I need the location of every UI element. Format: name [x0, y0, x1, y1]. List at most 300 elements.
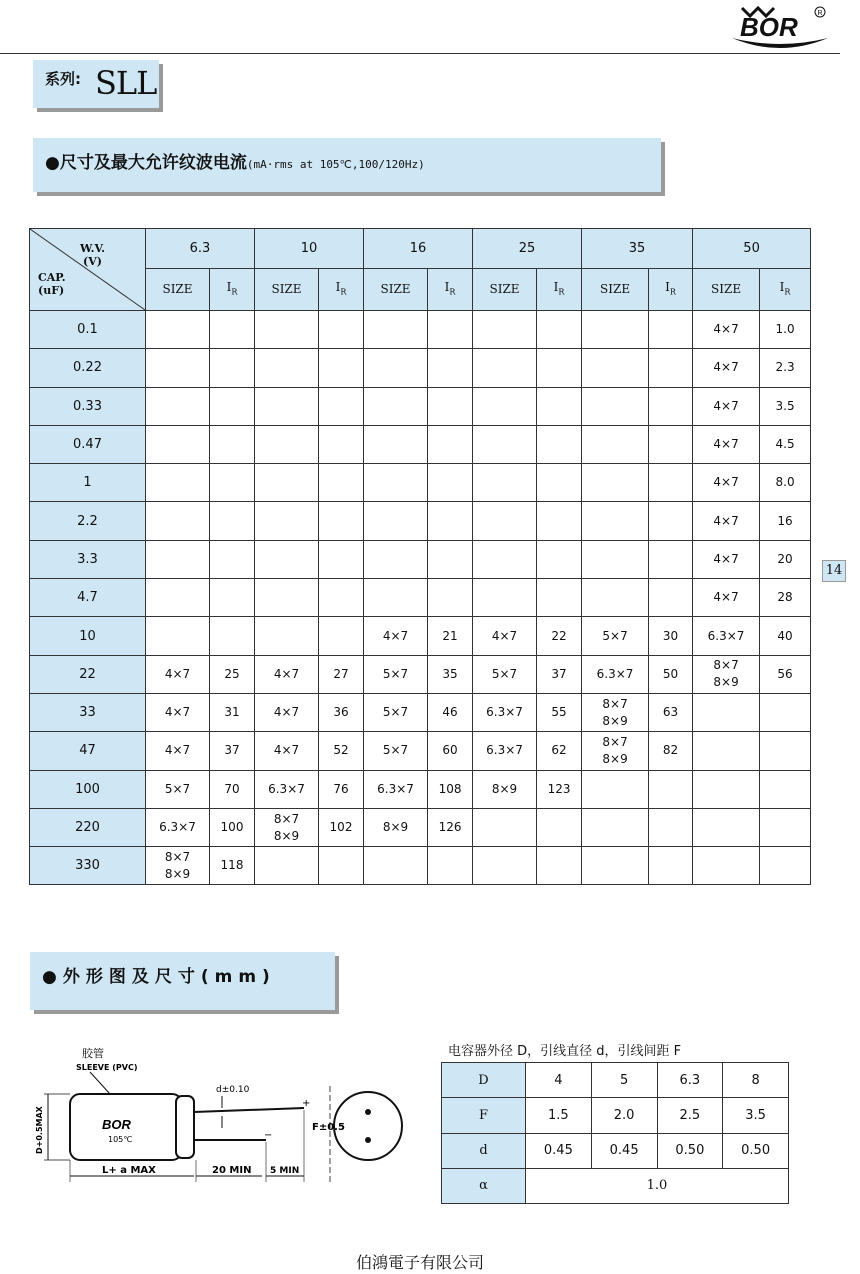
ripple-current-cell: 100 — [210, 808, 255, 846]
size-cell: 4×7 — [146, 655, 210, 693]
ripple-current-cell — [649, 847, 693, 885]
ripple-current-cell — [649, 425, 693, 463]
page-number: 14 — [822, 560, 846, 582]
size-cell — [582, 847, 649, 885]
table-row — [30, 693, 811, 731]
ripple-current-cell: 60 — [428, 732, 473, 770]
size-cell — [146, 464, 210, 502]
size-cell — [473, 808, 537, 846]
capacitance-cell: 0.33 — [30, 387, 146, 425]
size-cell — [582, 464, 649, 502]
ripple-current-table — [29, 228, 811, 885]
size-cell: 6.3×7 — [364, 770, 428, 808]
capacitance-cell: 2.2 — [30, 502, 146, 540]
voltage-header: 50 — [693, 229, 811, 269]
capacitance-cell: 1 — [30, 464, 146, 502]
voltage-header: 6.3 — [146, 229, 255, 269]
voltage-header: 25 — [473, 229, 582, 269]
ripple-current-cell: 63 — [649, 693, 693, 731]
size-cell: 6.3×7 — [693, 617, 760, 655]
size-cell: 5×7 — [473, 655, 537, 693]
size-cell — [473, 502, 537, 540]
size-cell — [582, 732, 649, 770]
ripple-current-cell — [537, 349, 582, 387]
ripple-current-cell — [537, 579, 582, 617]
ripple-current-cell — [649, 387, 693, 425]
dimension-value: 0.50 — [723, 1133, 789, 1168]
ripple-current-cell — [319, 579, 364, 617]
ripple-current-cell: 28 — [760, 579, 811, 617]
capacitance-cell: 47 — [30, 732, 146, 770]
ripple-current-cell — [428, 311, 473, 349]
size-cell — [255, 464, 319, 502]
ripple-current-cell — [649, 502, 693, 540]
ripple-current-cell: 102 — [319, 808, 364, 846]
size-cell: 6.3×7 — [582, 655, 649, 693]
ir-subscript: R — [669, 287, 676, 297]
size-cell — [255, 847, 319, 885]
ripple-current-cell — [210, 502, 255, 540]
size-cell — [255, 425, 319, 463]
capacitor-outline-drawing — [30, 1042, 425, 1187]
size-cell — [582, 387, 649, 425]
series-name: SLL — [95, 64, 157, 102]
size-cell — [255, 349, 319, 387]
ripple-current-cell — [649, 540, 693, 578]
section-title: ●尺寸及最大允许纹波电流(mA·rms at 105℃,100/120Hz) — [45, 153, 425, 173]
size-cell — [364, 464, 428, 502]
ripple-current-cell — [210, 579, 255, 617]
dimension-label: d — [442, 1133, 526, 1168]
size-cell — [473, 540, 537, 578]
ripple-current-cell: 20 — [760, 540, 811, 578]
ripple-current-cell: 30 — [649, 617, 693, 655]
wv-label: W.V. (V) — [80, 242, 105, 268]
ripple-current-cell — [537, 540, 582, 578]
size-cell — [582, 425, 649, 463]
ripple-current-cell — [319, 311, 364, 349]
ripple-current-cell: 46 — [428, 693, 473, 731]
series-prefix: 系列: — [45, 70, 81, 88]
capacitance-cell: 22 — [30, 655, 146, 693]
voltage-header: 10 — [255, 229, 364, 269]
capacitance-cell: 220 — [30, 808, 146, 846]
ripple-current-cell: 126 — [428, 808, 473, 846]
ripple-column-header — [537, 269, 582, 311]
ripple-current-cell — [210, 311, 255, 349]
size-cell — [364, 349, 428, 387]
size-column-header: SIZE — [582, 269, 649, 311]
ripple-column-header — [760, 269, 811, 311]
ir-subscript: R — [558, 287, 565, 297]
company-name-footer: 伯鴻電子有限公司 — [355, 1253, 484, 1272]
table-row — [30, 770, 811, 808]
size-cell: 4×7 — [693, 464, 760, 502]
size-cell: 4×7 — [693, 349, 760, 387]
ripple-current-cell: 1.0 — [760, 311, 811, 349]
ripple-current-cell — [428, 349, 473, 387]
size-cell — [693, 655, 760, 693]
dimension-value: 1.5 — [526, 1098, 592, 1133]
size-cell — [255, 387, 319, 425]
cap-label: CAP. (uF) — [38, 271, 66, 297]
diameter-label: D+0.5MAX — [35, 1106, 44, 1154]
dimension-value: 4 — [526, 1063, 592, 1098]
ripple-current-cell: 3.5 — [760, 387, 811, 425]
ripple-current-cell — [760, 693, 811, 731]
dimension-label: F — [442, 1098, 526, 1133]
ripple-current-cell — [319, 617, 364, 655]
ripple-current-cell — [210, 425, 255, 463]
size-cell: 4×7 — [693, 502, 760, 540]
capacitance-cell: 0.47 — [30, 425, 146, 463]
ripple-current-cell — [319, 425, 364, 463]
ripple-current-cell — [537, 464, 582, 502]
size-cell — [146, 540, 210, 578]
alpha-label: α — [442, 1168, 526, 1203]
ripple-current-cell — [319, 540, 364, 578]
capacitance-cell: 0.22 — [30, 349, 146, 387]
size-cell: 5×7 — [364, 732, 428, 770]
size-column-header: SIZE — [146, 269, 210, 311]
ripple-current-cell — [319, 349, 364, 387]
ripple-current-cell: 118 — [210, 847, 255, 885]
gap-label: 5 MIN — [270, 1166, 300, 1176]
ripple-current-cell — [537, 847, 582, 885]
size-cell — [693, 847, 760, 885]
ripple-current-cell: 55 — [537, 693, 582, 731]
size-cell: 4×7 — [146, 732, 210, 770]
dimension-value: 0.45 — [526, 1133, 592, 1168]
dimension-row — [442, 1098, 789, 1133]
ripple-current-cell — [210, 387, 255, 425]
dimension-table — [441, 1062, 789, 1204]
section-ripple-current-header — [33, 138, 661, 192]
size-cell — [693, 808, 760, 846]
ripple-current-cell — [319, 502, 364, 540]
dimension-caption: 电容器外径 D，引线直径 d，引线间距 F — [448, 1044, 682, 1059]
size-cell: 4×7 — [255, 732, 319, 770]
brand-logo — [728, 2, 832, 50]
ripple-current-cell: 25 — [210, 655, 255, 693]
size-cell — [473, 847, 537, 885]
size-cell — [473, 349, 537, 387]
table-row — [30, 540, 811, 578]
size-cell — [473, 425, 537, 463]
size-option: 8×9 — [273, 828, 300, 843]
dimension-value: 8 — [723, 1063, 789, 1098]
ir-label: I — [779, 279, 785, 294]
size-cell — [255, 579, 319, 617]
size-cell — [146, 311, 210, 349]
size-option: 8×7 — [164, 849, 191, 864]
ripple-current-cell — [537, 311, 582, 349]
size-cell — [582, 579, 649, 617]
ripple-current-cell — [649, 464, 693, 502]
size-cell — [146, 579, 210, 617]
ripple-current-cell — [760, 770, 811, 808]
size-cell — [146, 387, 210, 425]
alpha-value: 1.0 — [526, 1168, 789, 1203]
ir-label: I — [444, 279, 450, 294]
ir-label: I — [226, 279, 232, 294]
size-column-header: SIZE — [255, 269, 319, 311]
header-rule — [0, 53, 840, 54]
size-cell: 4×7 — [473, 617, 537, 655]
size-option: 8×9 — [602, 751, 628, 766]
ir-subscript: R — [784, 287, 791, 297]
body-temp: 105℃ — [108, 1135, 133, 1144]
dimension-row — [442, 1133, 789, 1168]
table-row — [30, 311, 811, 349]
ripple-column-header — [319, 269, 364, 311]
size-cell — [364, 579, 428, 617]
capacitance-cell: 0.1 — [30, 311, 146, 349]
ripple-current-cell: 40 — [760, 617, 811, 655]
size-cell: 4×7 — [693, 387, 760, 425]
ripple-current-cell: 76 — [319, 770, 364, 808]
table-row — [30, 579, 811, 617]
section-title: ●外形图及尺寸(mm) — [42, 967, 276, 987]
size-cell: 5×7 — [364, 655, 428, 693]
size-cell: 4×7 — [693, 579, 760, 617]
ripple-current-cell — [428, 464, 473, 502]
lead-length-label: 20 MIN — [212, 1165, 252, 1176]
dimension-value: 6.3 — [657, 1063, 723, 1098]
size-cell — [146, 425, 210, 463]
ripple-current-cell: 8.0 — [760, 464, 811, 502]
ripple-current-cell — [210, 540, 255, 578]
ripple-current-cell — [428, 579, 473, 617]
ripple-current-cell: 22 — [537, 617, 582, 655]
ripple-current-cell: 62 — [537, 732, 582, 770]
ripple-current-cell: 70 — [210, 770, 255, 808]
ripple-current-cell: 108 — [428, 770, 473, 808]
voltage-header: 16 — [364, 229, 473, 269]
ripple-current-cell — [319, 387, 364, 425]
ripple-current-cell — [319, 464, 364, 502]
ripple-current-cell: 82 — [649, 732, 693, 770]
size-cell — [146, 617, 210, 655]
size-cell — [146, 847, 210, 885]
ripple-current-cell: 37 — [537, 655, 582, 693]
ripple-current-cell — [760, 732, 811, 770]
size-cell — [255, 311, 319, 349]
logo-text: BOR — [740, 12, 798, 42]
size-cell — [473, 387, 537, 425]
size-cell — [364, 502, 428, 540]
ripple-current-cell — [210, 349, 255, 387]
size-option: 8×7 — [602, 696, 628, 711]
ir-subscript: R — [449, 287, 456, 297]
table-row — [30, 808, 811, 846]
dimension-value: 0.50 — [657, 1133, 723, 1168]
size-cell: 6.3×7 — [473, 693, 537, 731]
size-cell: 6.3×7 — [255, 770, 319, 808]
capacitance-cell: 3.3 — [30, 540, 146, 578]
ripple-current-cell — [649, 311, 693, 349]
voltage-header: 35 — [582, 229, 693, 269]
size-cell — [364, 540, 428, 578]
table-row — [30, 732, 811, 770]
ripple-current-cell — [649, 808, 693, 846]
size-cell — [693, 770, 760, 808]
size-cell: 6.3×7 — [473, 732, 537, 770]
size-cell: 4×7 — [255, 693, 319, 731]
ripple-current-cell — [428, 387, 473, 425]
dimension-row — [442, 1168, 789, 1203]
size-cell: 4×7 — [693, 425, 760, 463]
dimension-value: 0.45 — [591, 1133, 657, 1168]
size-cell — [146, 349, 210, 387]
size-cell — [364, 387, 428, 425]
size-cell — [582, 502, 649, 540]
ripple-current-cell: 37 — [210, 732, 255, 770]
ripple-current-cell — [649, 579, 693, 617]
length-label: L+ a MAX — [102, 1165, 156, 1176]
table-row — [30, 349, 811, 387]
size-cell — [255, 502, 319, 540]
size-option: 8×7 — [273, 811, 300, 826]
size-cell: 4×7 — [255, 655, 319, 693]
dimension-value: 2.5 — [657, 1098, 723, 1133]
ripple-current-cell: 2.3 — [760, 349, 811, 387]
size-option: 8×7 — [713, 658, 739, 673]
section-dimensions-header — [30, 952, 335, 1010]
sleeve-en-label: SLEEVE (PVC) — [76, 1063, 138, 1072]
capacitance-cell: 100 — [30, 770, 146, 808]
size-cell — [582, 540, 649, 578]
size-cell: 8×9 — [473, 770, 537, 808]
ripple-current-cell — [649, 349, 693, 387]
ripple-current-cell: 21 — [428, 617, 473, 655]
ripple-current-cell — [428, 502, 473, 540]
ripple-current-cell: 50 — [649, 655, 693, 693]
capacitance-cell: 4.7 — [30, 579, 146, 617]
ripple-current-cell — [760, 808, 811, 846]
size-option: 8×7 — [602, 734, 628, 749]
ripple-current-cell — [649, 770, 693, 808]
ripple-current-cell — [428, 540, 473, 578]
dimension-value: 2.0 — [591, 1098, 657, 1133]
ripple-current-cell: 16 — [760, 502, 811, 540]
ripple-current-cell — [210, 617, 255, 655]
size-cell — [364, 425, 428, 463]
size-option: 8×9 — [164, 866, 191, 881]
size-cell — [255, 617, 319, 655]
size-cell — [582, 349, 649, 387]
table-row — [30, 425, 811, 463]
ripple-current-cell — [537, 425, 582, 463]
ripple-current-cell — [537, 808, 582, 846]
ripple-current-cell: 52 — [319, 732, 364, 770]
size-cell — [255, 540, 319, 578]
table-row — [30, 617, 811, 655]
size-option: 8×9 — [713, 675, 739, 690]
pitch-label: F±0.5 — [312, 1122, 345, 1133]
size-cell: 4×7 — [693, 311, 760, 349]
size-cell: 5×7 — [582, 617, 649, 655]
size-cell — [364, 311, 428, 349]
ripple-current-cell — [210, 464, 255, 502]
size-cell: 4×7 — [146, 693, 210, 731]
ripple-current-cell: 36 — [319, 693, 364, 731]
ripple-current-cell — [428, 425, 473, 463]
ripple-current-cell — [537, 387, 582, 425]
table-row — [30, 387, 811, 425]
table-corner-cell — [30, 229, 146, 311]
svg-text:R: R — [817, 10, 823, 17]
size-cell — [255, 808, 319, 846]
size-cell: 5×7 — [146, 770, 210, 808]
voltage-header-row — [30, 229, 811, 269]
size-cell: 4×7 — [364, 617, 428, 655]
size-option: 8×9 — [602, 713, 628, 728]
size-cell — [582, 808, 649, 846]
size-column-header: SIZE — [693, 269, 760, 311]
column-header-row — [30, 269, 811, 311]
capacitance-cell: 330 — [30, 847, 146, 885]
ripple-current-cell — [428, 847, 473, 885]
size-cell — [582, 770, 649, 808]
size-cell — [693, 693, 760, 731]
dimension-row — [442, 1063, 789, 1098]
lead-dia-label: d±0.10 — [216, 1085, 250, 1095]
dimension-label: D — [442, 1063, 526, 1098]
size-cell — [473, 464, 537, 502]
size-cell — [473, 311, 537, 349]
size-column-header: SIZE — [473, 269, 537, 311]
series-label-box — [33, 60, 159, 108]
size-cell — [693, 732, 760, 770]
ir-subscript: R — [340, 287, 347, 297]
table-row — [30, 655, 811, 693]
body-brand: BOR — [102, 1117, 131, 1132]
table-row — [30, 502, 811, 540]
sleeve-cn-label: 胶管 — [82, 1047, 104, 1060]
capacitance-cell: 10 — [30, 617, 146, 655]
minus-mark: − — [264, 1130, 273, 1141]
ir-label: I — [665, 279, 670, 294]
capacitance-cell: 33 — [30, 693, 146, 731]
size-cell: 4×7 — [693, 540, 760, 578]
size-cell — [582, 693, 649, 731]
size-cell — [364, 847, 428, 885]
dimension-value: 5 — [591, 1063, 657, 1098]
ripple-column-header — [649, 269, 693, 311]
ripple-current-cell — [319, 847, 364, 885]
table-row — [30, 464, 811, 502]
ripple-column-header — [210, 269, 255, 311]
size-column-header: SIZE — [364, 269, 428, 311]
ripple-current-cell: 35 — [428, 655, 473, 693]
ripple-current-cell — [760, 847, 811, 885]
size-cell — [146, 502, 210, 540]
ripple-current-cell: 4.5 — [760, 425, 811, 463]
ripple-current-cell: 56 — [760, 655, 811, 693]
ripple-current-cell: 27 — [319, 655, 364, 693]
size-cell: 5×7 — [364, 693, 428, 731]
table-row — [30, 847, 811, 885]
plus-mark: + — [302, 1098, 311, 1109]
ripple-current-cell — [537, 502, 582, 540]
size-cell — [582, 311, 649, 349]
ir-label: I — [553, 279, 559, 294]
size-cell: 8×9 — [364, 808, 428, 846]
ir-subscript: R — [231, 287, 238, 297]
dimension-value: 3.5 — [723, 1098, 789, 1133]
size-cell — [473, 579, 537, 617]
